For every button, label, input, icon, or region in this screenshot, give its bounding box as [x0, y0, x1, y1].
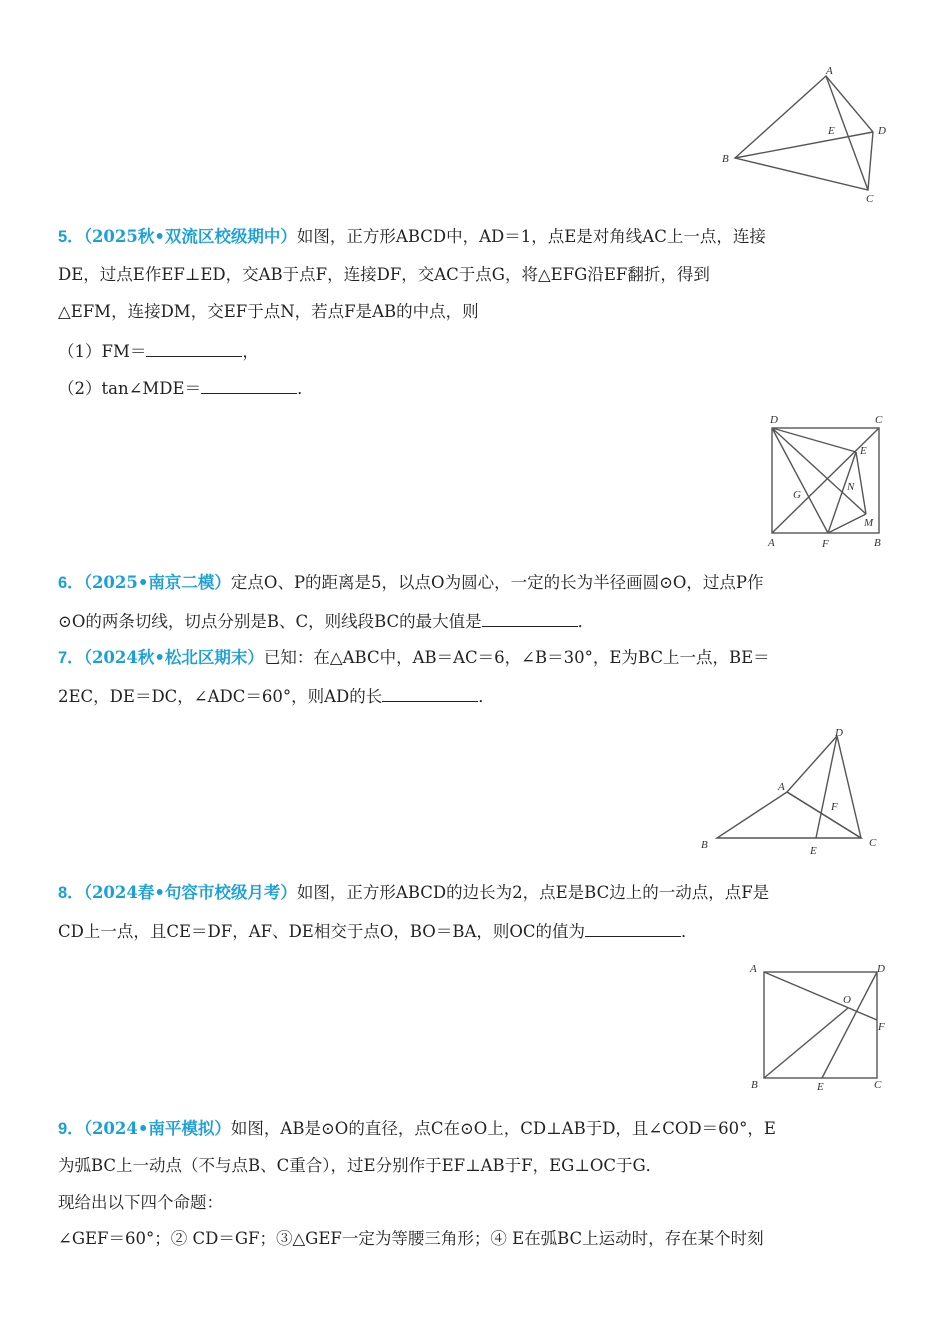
fig5-label-M: M [864, 517, 874, 529]
q6-number: 6． [58, 574, 84, 592]
q7-source: （2024秋•松北区期末） [83, 648, 264, 667]
q8-line1 [58, 881, 769, 905]
fig5-label-C: C [875, 414, 883, 426]
fig7-triangle-ABC [717, 792, 861, 838]
fig8-label-F: F [878, 1021, 885, 1033]
q5-line2: DE，过点E作EF⊥ED，交AB于点F，连接DF，交AC于点G，将△EFG沿EF翻折，得到 [58, 265, 710, 284]
q6-source: （2025•南京二模） [83, 573, 231, 592]
fig7-label-A: A [778, 781, 785, 793]
q7-line2 [58, 683, 495, 709]
fig7-line-DE [816, 736, 837, 838]
fig8-line-DE [822, 972, 877, 1078]
figure-q7 [695, 722, 895, 862]
fig5-label-A: A [768, 537, 775, 549]
fig8-label-A: A [750, 963, 757, 975]
fig5-line-EM [856, 452, 866, 514]
q5-sub1-end: ， [242, 342, 259, 361]
answer-blank[interactable] [201, 375, 297, 394]
fig5-label-E: E [860, 445, 867, 457]
q6-end: ． [577, 612, 595, 631]
fig7-label-C: C [869, 837, 877, 849]
q5-sub2-label: （2）tan∠MDE＝ [58, 379, 202, 398]
fig7-label-F: F [831, 801, 838, 813]
q9-text1: 如图，AB是⊙O的直径，点C在⊙O上，CD⊥AB于D，且∠COD＝60°，E [230, 1119, 776, 1138]
q7-text1: 已知：在△ABC中，AB＝AC＝6，∠B＝30°，E为BC上一点，BE＝ [263, 648, 770, 667]
fig5-label-D: D [770, 414, 778, 426]
figure-q5 [760, 410, 890, 550]
answer-blank[interactable] [482, 608, 578, 627]
fig5-label-G: G [793, 489, 801, 501]
fig5-line-DF [772, 428, 828, 533]
q5-sub2-end: ． [297, 379, 314, 398]
q9-source: （2024•南平模拟） [83, 1119, 231, 1138]
q9-line1 [58, 1117, 776, 1141]
fig4-quadrilateral [735, 76, 873, 190]
q5-sub2 [58, 375, 314, 401]
fig8-label-B: B [751, 1079, 758, 1091]
q6-line2 [58, 608, 594, 634]
q5-number: 5． [58, 228, 84, 246]
fig5-label-N: N [847, 481, 855, 493]
answer-blank[interactable] [585, 918, 681, 937]
q8-source: （2024春•句容市校级月考） [83, 883, 297, 902]
q5-line1 [58, 225, 766, 249]
fig4-label-E: E [828, 125, 835, 137]
figure-q8 [745, 958, 895, 1098]
q7-number: 7． [58, 649, 84, 667]
q7-text2: 2EC，DE＝DC，∠ADC＝60°，则AD的长 [58, 687, 383, 706]
fig8-line-AF [764, 972, 877, 1020]
fig7-label-B: B [701, 839, 708, 851]
fig4-label-A: A [826, 65, 833, 77]
q7-line1 [58, 646, 770, 670]
figure-q4 [720, 66, 900, 206]
q6-line1 [58, 571, 764, 595]
fig8-line-BO [764, 1008, 848, 1078]
q8-text1: 如图，正方形ABCD的边长为2，点E是BC边上的一动点，点F是 [296, 883, 770, 902]
fig4-diagonal-BD [735, 132, 873, 158]
fig8-label-C: C [874, 1079, 882, 1091]
q8-end: ． [681, 922, 698, 941]
q9-number: 9． [58, 1120, 84, 1138]
fig8-label-O: O [843, 994, 851, 1006]
fig5-label-F: F [822, 538, 829, 550]
q5-text1: 如图，正方形ABCD中，AD＝1，点E是对角线AC上一点，连接 [296, 227, 766, 246]
q5-sub1 [58, 338, 259, 364]
fig7-line-AD [787, 736, 837, 792]
fig4-label-D: D [878, 125, 886, 137]
q6-text2: ⊙O的两条切线，切点分别是B、C，则线段BC的最大值是 [58, 612, 482, 631]
q6-text1: 定点O、P的距离是5，以点O为圆心，一定的长为半径画圆⊙O，过点P作 [230, 573, 764, 592]
answer-blank[interactable] [146, 338, 242, 357]
fig7-label-D: D [835, 727, 843, 739]
q7-end: ． [478, 687, 495, 706]
fig4-label-B: B [722, 153, 729, 165]
fig8-label-D: D [877, 963, 885, 975]
fig7-label-E: E [810, 845, 817, 857]
q9-line2: 为弧BC上一动点（不与点B、C重合），过E分别作于EF⊥AB于F，EG⊥OC于G． [58, 1156, 663, 1175]
q5-source: （2025秋•双流区校级期中） [83, 227, 297, 246]
q8-text2: CD上一点，且CE＝DF，AF、DE相交于点O，BO＝BA，则OC的值为 [58, 922, 586, 941]
fig4-label-C: C [866, 193, 874, 205]
fig7-line-DC [837, 736, 861, 838]
q9-line3: 现给出以下四个命题： [58, 1193, 223, 1212]
q5-sub1-label: （1）FM＝ [58, 342, 147, 361]
q8-number: 8． [58, 884, 84, 902]
q8-line2 [58, 918, 698, 944]
fig8-label-E: E [817, 1081, 824, 1093]
q5-line3: △EFM，连接DM，交EF于点N，若点F是AB的中点，则 [58, 302, 479, 321]
answer-blank[interactable] [382, 683, 478, 702]
q9-line4: ∠GEF＝60°；② CD＝GF；③△GEF一定为等腰三角形；④ E在弧BC上运动时，存在某个时刻 [58, 1229, 764, 1248]
fig5-label-B: B [874, 537, 881, 549]
fig8-square [764, 972, 877, 1078]
